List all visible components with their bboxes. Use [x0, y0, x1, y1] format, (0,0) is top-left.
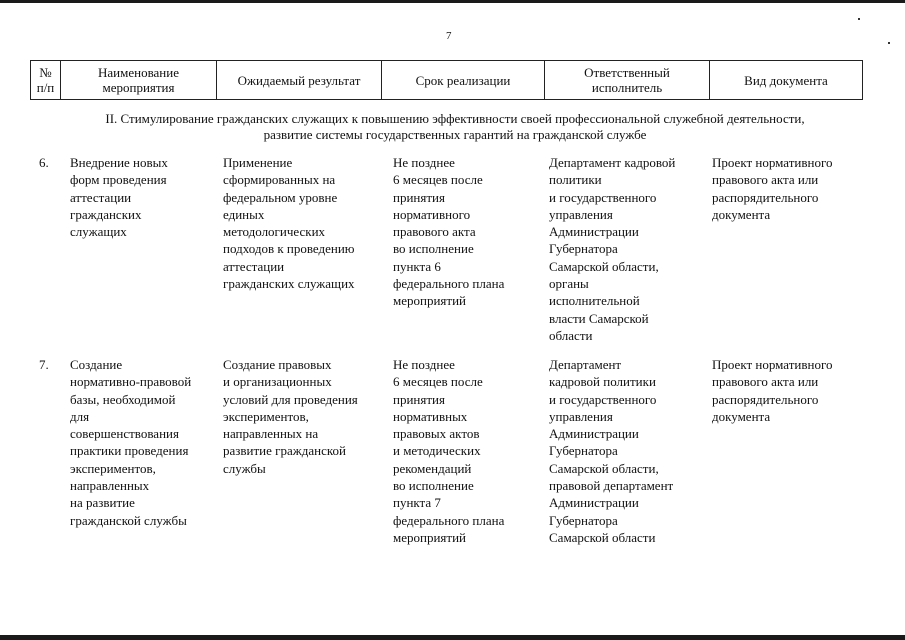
header-event-name: Наименование мероприятия — [61, 61, 217, 100]
table-header — [30, 60, 863, 100]
row-6-executor: Департамент кадровой политики и государственного управления Администрации Губернатора Самарской области, органы исполнительной власти Самарской области — [549, 155, 676, 343]
section-title: II. Стимулирование гражданских служащих к повышению эффективности своей профессиональной служебной деятельности, развитие системы государственных гарантий на гражданской службе — [105, 111, 805, 142]
scan-speck — [858, 18, 860, 20]
row-7-deadline: Не позднее 6 месяцев после принятия нормативных правовых актов и методических рекомендаций во исполнение пункта 7 федерального плана мероприятий — [393, 357, 505, 545]
header-executor: Ответственный исполнитель — [545, 61, 710, 100]
header-expected-result: Ожидаемый результат — [217, 61, 382, 100]
row-6-event-name: Внедрение новых форм проведения аттестации гражданских служащих — [70, 155, 168, 240]
scan-speck — [888, 42, 890, 44]
row-7-document-type: Проект нормативного правового акта или распорядительного документа — [712, 357, 833, 424]
bottom-border-line — [0, 635, 905, 640]
page-number: 7 — [446, 30, 452, 42]
row-6-document-type: Проект нормативного правового акта или распорядительного документа — [712, 155, 833, 222]
row-6-number: 6. — [39, 155, 49, 170]
row-7-expected-result: Создание правовых и организационных условий для проведения экспериментов, направленных на развитие гражданской службы — [223, 357, 358, 476]
row-7-number: 7. — [39, 357, 49, 372]
header-number: № п/п — [31, 61, 61, 100]
row-7-event-name: Создание нормативно-правовой базы, необходимой для совершенствования практики проведения экспериментов, направленных на развитие гражданской службы — [70, 357, 192, 528]
header-document-type: Вид документа — [710, 61, 863, 100]
top-border-line — [0, 0, 905, 3]
row-6-expected-result: Применение сформированных на федеральном уровне единых методологических подходов к проведению аттестации гражданских служащих — [223, 155, 355, 292]
row-6-deadline: Не позднее 6 месяцев после принятия нормативного правового акта во исполнение пункта 6 федерального плана мероприятий — [393, 155, 505, 309]
row-7-executor: Департамент кадровой политики и государственного управления Администрации Губернатора Самарской области, правовой департамент Администрации Губернатора Самарской области — [549, 357, 674, 545]
header-deadline: Срок реализации — [382, 61, 545, 100]
